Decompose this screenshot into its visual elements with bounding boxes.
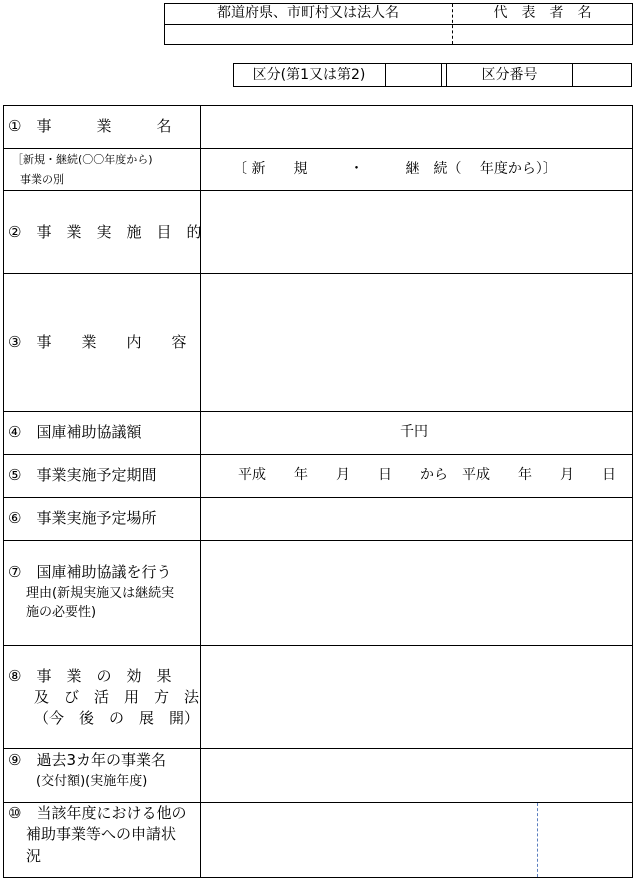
row-reason-label-b: 理由(新規実施又は継続実 (26, 586, 175, 601)
row-other-subsidy-field-left[interactable] (201, 803, 537, 877)
row-past-projects-label-a: ⑨ 過去3カ年の事業名 (8, 751, 166, 769)
row-new-continue-label-a: ［新規・継続(〇〇年度から) (12, 153, 153, 166)
row-effect-label-b: 及 び 活 用 方 法 (34, 688, 200, 706)
category-number-label: 区分番号 (481, 67, 538, 83)
representative-field[interactable] (453, 25, 632, 44)
row-new-continue-value[interactable]: 〔 新 規 ・ 継 続（ 年度から）〕 (233, 161, 557, 177)
category-number-field[interactable] (573, 64, 631, 86)
row-period-label: ⑤ 事業実施予定期間 (8, 466, 157, 484)
row-subsidy-amount-label: ④ 国庫補助協議額 (8, 423, 142, 441)
prefecture-label: 都道府県、市町村又は法人名 (217, 5, 399, 21)
row-other-subsidy-label-b: 補助事業等への申請状 (26, 825, 177, 843)
row-content-field[interactable] (201, 274, 632, 411)
representative-label: 代 表 者 名 (493, 5, 592, 21)
row-effect-label-c: （今 後 の 展 開） (34, 709, 200, 727)
row-business-name-label: ① 事 業 名 (8, 117, 172, 135)
row-purpose-field[interactable] (201, 191, 632, 273)
row-purpose-label: ② 事 業 実 施 目 的 (8, 223, 202, 241)
row-subsidy-amount-unit[interactable]: 千円 (400, 424, 428, 440)
row-business-name-field[interactable] (201, 106, 632, 148)
row-period-value[interactable]: 平成 年 月 日 から 平成 年 月 日 (238, 467, 616, 483)
category-label: 区分(第1又は第2) (252, 67, 366, 83)
row-other-subsidy-label-c: 況 (26, 847, 42, 865)
row-reason-field[interactable] (201, 541, 632, 645)
row-effect-label-a: ⑧ 事 業 の 効 果 (8, 667, 172, 685)
row-other-subsidy-field-right[interactable] (538, 803, 632, 877)
row-other-subsidy-label-a: ⑩ 当該年度における他の (8, 804, 187, 822)
row-new-continue-label-b: 事業の別 (20, 173, 64, 186)
category-field[interactable] (386, 64, 441, 86)
row-reason-label-a: ⑦ 国庫補助協議を行う (8, 563, 172, 581)
row-reason-label-c: 施の必要性) (26, 605, 97, 620)
prefecture-field[interactable] (165, 25, 452, 44)
row-past-projects-field[interactable] (201, 749, 632, 802)
row-location-label: ⑥ 事業実施予定場所 (8, 509, 157, 527)
row-location-field[interactable] (201, 498, 632, 540)
row-past-projects-label-b: (交付額)(実施年度) (36, 774, 148, 789)
row-effect-field[interactable] (201, 646, 632, 748)
row-content-label: ③ 事 業 内 容 (8, 333, 187, 351)
